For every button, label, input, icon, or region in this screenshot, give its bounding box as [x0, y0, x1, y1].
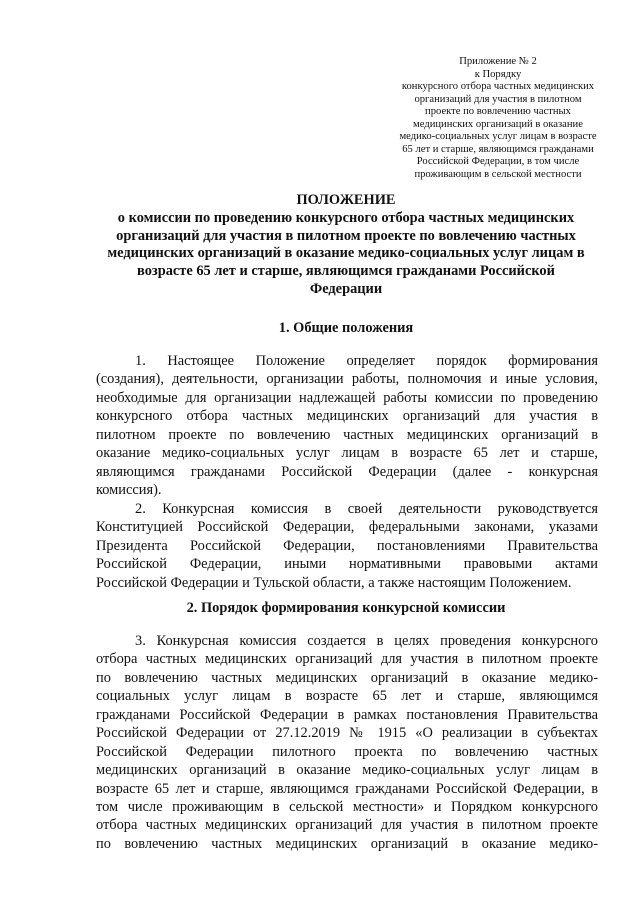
paragraph-line: том числе проживающим в сельской местности» и Порядком конкурсного: [96, 798, 598, 815]
paragraph-line: 2. Конкурсная комиссия в своей деятельности руководствуется: [135, 501, 598, 517]
section-2-heading: 2. Порядок формирования конкурсной комиссии: [186, 600, 506, 616]
paragraph-line: Российской Федерации от 27.12.2019 № 1915 «О реализации в субъектах: [96, 725, 598, 742]
appendix-line: к Порядку: [474, 68, 522, 80]
paragraph-line: пилотном проекте по вовлечению частных медицинских организаций в: [96, 426, 598, 443]
appendix-line: медико-социальных услуг лицам в возрасте: [399, 131, 597, 143]
paragraph-1: [96, 352, 598, 500]
paragraph-2: [96, 500, 598, 592]
paragraph-line: Конституцией Российской Федерации, федеральными законами, указами: [96, 519, 598, 536]
paragraph-line: оказание медико-социальных услуг лицам в возрасте 65 лет и старше,: [96, 445, 598, 462]
section-1-heading: 1. Общие положения: [278, 320, 414, 336]
paragraph-line: отбора частных медицинских организаций для участия в пилотном проекте: [96, 817, 598, 834]
paragraph-line: Российской Федерации пилотного проекта по вовлечению частных: [96, 743, 598, 760]
appendix-line: организаций для участия в пилотном: [414, 93, 582, 105]
paragraph-3: [96, 632, 598, 853]
paragraph-line: конкурсного отбора частных медицинских организаций для участия в: [96, 408, 598, 425]
paragraph-line: медицинских организаций в оказание медико-социальных услуг лицам в: [96, 762, 598, 779]
title-line: о комиссии по проведению конкурсного отбора частных медицинских: [117, 209, 575, 226]
paragraph-line: комиссия).: [96, 482, 162, 499]
paragraph-line: Президента Российской Федерации, постановлениями Правительства: [96, 537, 598, 554]
paragraph-line: гражданами Российской Федерации в рамках постановления Правительства: [96, 706, 598, 723]
appendix-line: Приложение № 2: [459, 56, 537, 67]
paragraph-line: 3. Конкурсная комиссия создается в целях проведения конкурсного: [135, 633, 598, 649]
paragraph-line: являющимся гражданами Российской Федерации (далее - конкурсная: [96, 463, 598, 480]
paragraph-line: по вовлечению частных медицинских организаций в оказание медико-: [96, 669, 598, 686]
paragraph-line: отбора частных медицинских организаций для участия в пилотном проекте: [96, 651, 598, 668]
paragraph-line: Российской Федерации, иными нормативными правовыми актами: [96, 556, 598, 573]
appendix-line: конкурсного отбора частных медицинских: [401, 81, 595, 93]
paragraph-line: 1. Настоящее Положение определяет порядок формирования: [135, 353, 598, 369]
appendix-line: проживающим в сельской местности: [414, 168, 582, 180]
title-line: медицинских организаций в оказание медико-социальных услуг лицам в: [107, 245, 585, 262]
title-line: возрасте 65 лет и старше, являющимся гражданами Российской: [137, 263, 555, 280]
title-line: Федерации: [309, 280, 383, 297]
appendix-line: проекте по вовлечению частных: [425, 106, 571, 118]
appendix-line: 65 лет и старше, являющимся гражданами: [402, 143, 594, 155]
paragraph-line: необходимые для организации надлежащей работы комиссии по проведению: [96, 389, 598, 406]
title-line: организаций для участия в пилотном проекте по вовлечению частных: [116, 227, 576, 244]
document-title: [96, 192, 596, 299]
paragraph-line: (создания), деятельности, организации работы, полномочия и иные условия,: [96, 371, 598, 388]
title-heading: ПОЛОЖЕНИЕ: [296, 192, 396, 208]
appendix-note: [386, 56, 610, 181]
paragraph-line: Российской Федерации и Тульской области, а также настоящим Положением.: [96, 574, 572, 591]
paragraph-line: по вовлечению частных медицинских организаций в оказание медико-: [96, 835, 598, 852]
appendix-line: медицинских организаций в оказание: [413, 118, 583, 130]
paragraph-line: возрасте 65 лет и старше, являющимся гражданами Российской Федерации, в: [96, 780, 598, 797]
appendix-line: Российской Федерации, в том числе: [416, 156, 580, 168]
paragraph-line: социальных услуг лицам в возрасте 65 лет и старше, являющимся: [96, 688, 598, 705]
